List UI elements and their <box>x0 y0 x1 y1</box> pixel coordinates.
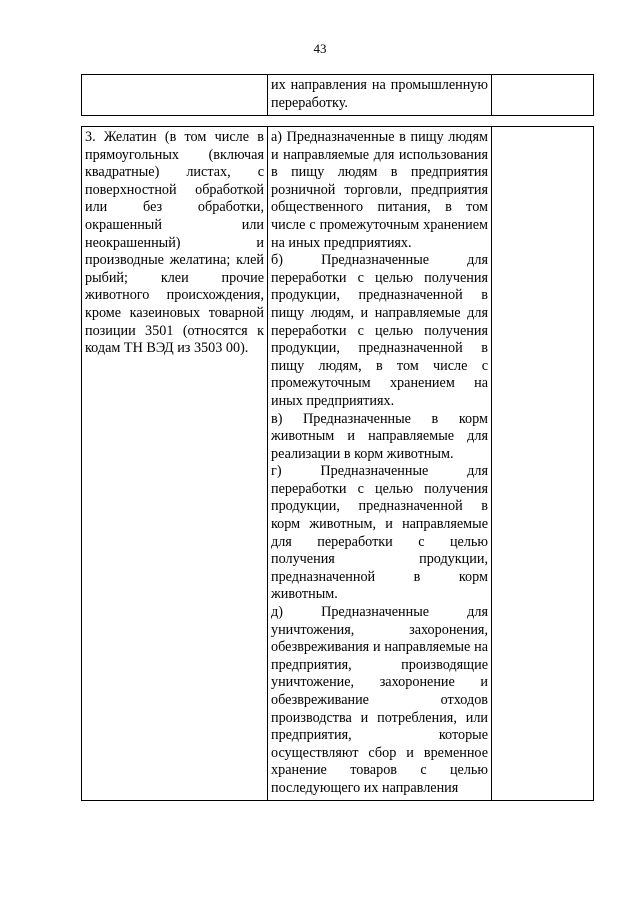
table-gap <box>82 116 594 127</box>
table-row <box>82 75 594 116</box>
purpose-item-d: д) Предназначенные для уничтожения, захоронения, обезвреживания и направляемые на предприятия, производящие уничтожение, захоронение и обезвреживание отходов производства и потребления, или предприятия, которые осуществляют сбор и временное хранение товаров с целью последующего их направления <box>271 604 488 796</box>
product-name-cell: 3. Желатин (в том числе в прямоугольных (включая квадратные) листах, с поверхностной обработкой или без обработки, окрашенный или неокрашенный) и производные желатина; клей рыбий; клеи прочие животного происхождения, кроме казеиновых товарной позиции 3501 (относятся к кодам ТН ВЭД из 3503 00). <box>82 127 268 801</box>
purpose-item-a: а) Предназначенные в пищу людям и направляемые для использования в пищу людям в предприятия розничной торговли, предприятия общественного питания, в том числе с промежуточным хранением на иных предприятиях. <box>271 129 488 251</box>
purpose-cell: их направления на промышленную переработку. <box>268 75 492 116</box>
purpose-item-v: в) Предназначенные в корм животным и направляемые для реализации в корм животным. <box>271 410 488 462</box>
table-row <box>82 127 594 801</box>
purpose-item-b: б) Предназначенные для переработки с целью получения продукции, предназначенной в пищу людям, и направляемые для переработки с целью получения продукции, предназначенной в пищу людям, в том числе с промежуточным хранением на иных предприятиях. <box>271 252 488 409</box>
document-table <box>81 74 594 801</box>
extra-cell <box>492 127 594 801</box>
extra-cell <box>492 75 594 116</box>
purpose-cell <box>268 127 492 801</box>
page-number: 43 <box>313 41 327 56</box>
product-name-cell <box>82 75 268 116</box>
purpose-item-g: г) Предназначенные для переработки с целью получения продукции, предназначенной в корм животным, и направляемые для переработки с целью получения продукции, предназначенной в корм животным. <box>271 463 488 603</box>
